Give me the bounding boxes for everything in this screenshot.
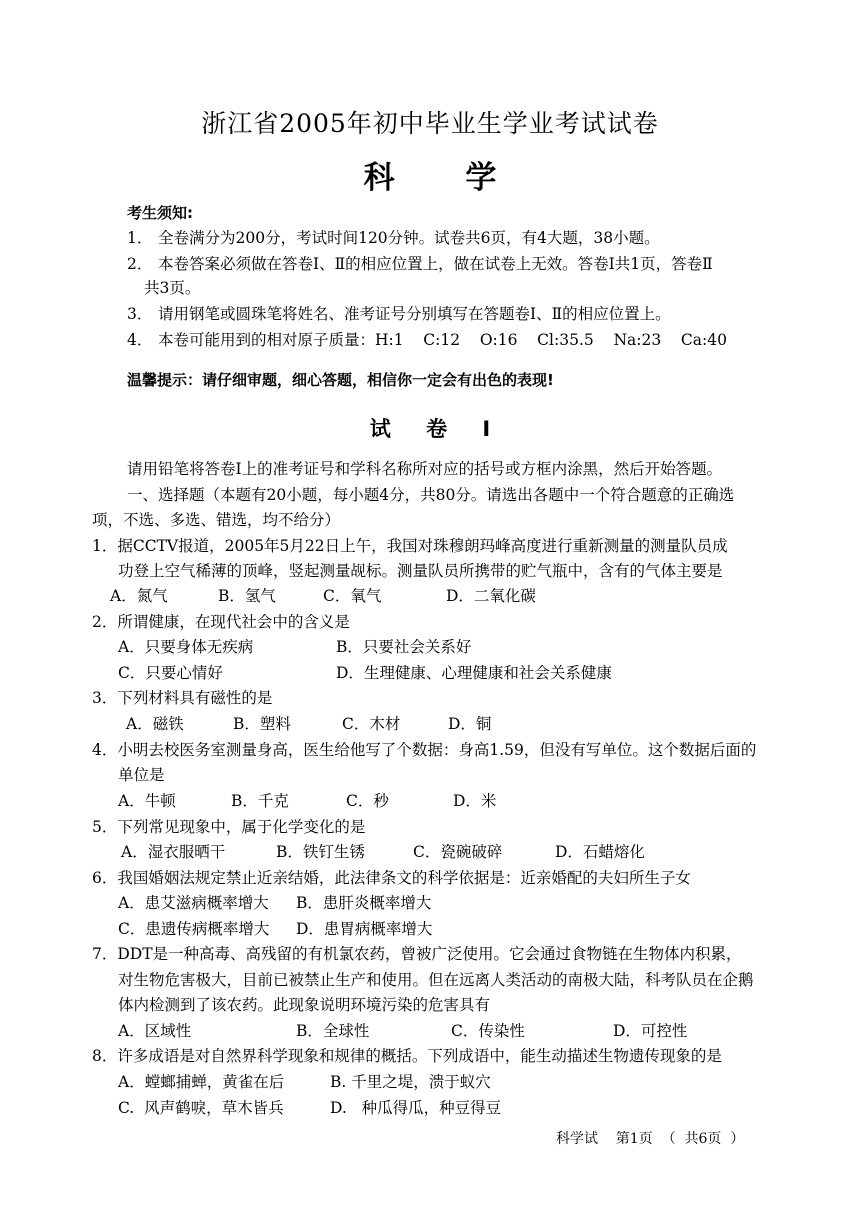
notice-heading: 考生须知: [127,204,193,222]
option-d: D．可控性 [613,1022,688,1040]
option-a: A．氮气 [110,587,168,605]
question-stem-continued: 对生物危害极大，目前已被禁止生产和使用。但在远离人类活动的南极大陆，科考队员在企鹅 [118,971,754,989]
option-b: B．患肝炎概率增大 [296,894,432,912]
option-c: C．秒 [346,792,389,810]
option-d: D．铜 [448,715,492,733]
option-d: D．米 [453,792,497,810]
option-b: B．千克 [231,792,289,810]
option-a: A．患艾滋病概率增大 [118,894,269,912]
option-c: C．只要心情好 [118,664,223,682]
option-d: D．石蜡熔化 [555,843,645,861]
option-a: A．螳螂捕蝉，黄雀在后 [118,1073,285,1091]
question-stem-continued: 体内检测到了该农药。此现象说明环境污染的危害具有 [118,996,491,1014]
question-stem-continued: 单位是 [118,766,165,784]
option-c: C．氧气 [323,587,382,605]
option-b: B．铁钉生锈 [276,843,365,861]
option-c: C. 风声鹤唳，草木皆兵 [118,1099,284,1117]
page-footer: 科学试 第1页 （ 共6页 ） [556,1131,745,1147]
section-heading-continued: 项，不选、多选、错选，均不给分） [92,511,341,529]
option-c: C．患遗传病概率增大 [118,920,270,938]
question-stem: 2．所谓健康，在现代社会中的含义是 [92,613,350,631]
warm-tip: 温馨提示：请仔细审题，细心答题，相信你一定会有出色的表现! [127,371,554,389]
question-stem: 4．小明去校医务室测量身高，医生给他写了个数据：身高1.59，但没有写单位。这个数据后面的 [92,741,757,759]
subject-title: 科 学 [363,160,527,196]
option-a: A．牛顿 [118,792,176,810]
paper-instruction: 请用铅笔将答卷Ⅰ上的准考证号和学科名称所对应的括号或方框内涂黑，然后开始答题。 [127,460,723,478]
notice-item-number: 1． [127,229,153,247]
question-stem: 1．据CCTV报道，2005年5月22日上午，我国对珠穆朗玛峰高度进行重新测量的测量队员成 [92,537,728,555]
option-d: D．患胃病概率增大 [296,920,433,938]
question-stem: 3．下列材料具有磁性的是 [92,689,273,707]
option-b: B. 千里之堤，溃于蚁穴 [330,1073,491,1091]
notice-item-text: 全卷满分为200分，考试时间120分钟。试卷共6页，有4大题，38小题。 [158,229,660,247]
option-c: C．瓷碗破碎 [413,843,503,861]
notice-item-text: 请用钢笔或圆珠笔将姓名、准考证号分别填写在答题卷Ⅰ、Ⅱ的相应位置上。 [158,305,671,323]
option-c: C．传染性 [451,1022,525,1040]
notice-item-continuation: 共3页。 [144,279,201,297]
option-d: D．生理健康、心理健康和社会关系健康 [336,664,612,682]
exam-title: 浙江省2005年初中毕业生学业考试试卷 [201,109,659,138]
option-d: D．二氧化碳 [446,587,536,605]
question-stem: 5．下列常见现象中，属于化学变化的是 [92,818,366,836]
option-a: A．只要身体无疾病 [118,638,254,656]
paper-title: 试 卷 Ⅰ [369,417,505,441]
question-stem: 7．DDT是一种高毒、高残留的有机氯农药，曾被广泛使用。它会通过食物链在生物体内积累， [92,945,742,963]
section-heading: 一、选择题（本题有20小题，每小题4分，共80分。请选出各题中一个符合题意的正确选 [127,486,735,504]
option-b: B．氢气 [218,587,276,605]
option-b: B．只要社会关系好 [336,638,472,656]
option-b: B．塑料 [233,715,291,733]
notice-item-number: 3． [127,305,153,323]
option-c: C．木材 [342,715,401,733]
question-stem: 8．许多成语是对自然界科学现象和规律的概括。下列成语中，能生动描述生物遗传现象的是 [92,1047,722,1065]
question-stem-continued: 功登上空气稀薄的顶峰，竖起测量觇标。测量队员所携带的贮气瓶中，含有的气体主要是 [118,562,723,580]
option-a: A．区域性 [118,1022,192,1040]
question-stem: 6．我国婚姻法规定禁止近亲结婚，此法律条文的科学依据是：近亲婚配的夫妇所生子女 [92,869,691,887]
notice-item-number: 2． [127,255,153,273]
option-a: A．湿衣服晒干 [121,843,226,861]
notice-item-text: 本卷可能用到的相对原子质量：H:1 C:12 O:16 Cl:35.5 Na:23 Ca:40 [158,331,727,349]
option-d: D. 种瓜得瓜，种豆得豆 [330,1099,502,1117]
option-b: B．全球性 [296,1022,370,1040]
option-a: A．磁铁 [126,715,184,733]
notice-item-number: 4． [127,331,153,349]
notice-item-text: 本卷答案必须做在答卷Ⅰ、Ⅱ的相应位置上，做在试卷上无效。答卷Ⅰ共1页，答卷Ⅱ [158,255,713,273]
